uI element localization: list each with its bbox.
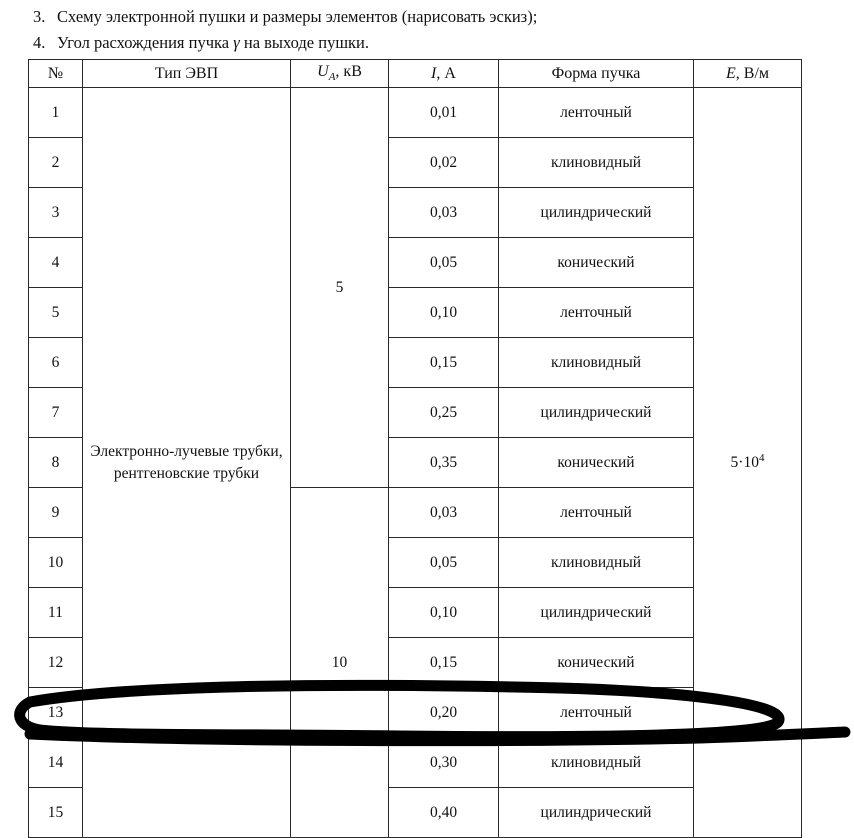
beam-form: ленточный <box>499 88 694 138</box>
ua-merged-cell-group1: 5 <box>291 88 389 488</box>
row-number: 5 <box>29 288 83 338</box>
row-number: 9 <box>29 488 83 538</box>
row-number: 3 <box>29 188 83 238</box>
current-value: 0,03 <box>389 488 499 538</box>
beam-form: конический <box>499 238 694 288</box>
gamma-symbol: γ <box>233 33 240 52</box>
intro-text-4-before: Угол расхождения пучка <box>57 33 234 52</box>
row-number: 7 <box>29 388 83 438</box>
beam-form: ленточный <box>499 288 694 338</box>
intro-text-3: Схему электронной пушки и размеры элементов (нарисовать эскиз); <box>57 7 538 26</box>
ua-merged-cell-group2: 10 <box>291 488 389 838</box>
col-header-type: Тип ЭВП <box>83 60 291 88</box>
current-value: 0,01 <box>389 88 499 138</box>
current-value: 0,10 <box>389 588 499 638</box>
col-header-e-symbol: E <box>725 64 736 82</box>
beam-form: цилиндрический <box>499 388 694 438</box>
beam-form: цилиндрический <box>499 188 694 238</box>
beam-form: клиновидный <box>499 738 694 788</box>
beam-form: клиновидный <box>499 138 694 188</box>
current-value: 0,03 <box>389 188 499 238</box>
current-value: 0,20 <box>389 688 499 738</box>
col-header-i <box>389 60 499 88</box>
row-number: 6 <box>29 338 83 388</box>
col-header-form: Форма пучка <box>499 60 694 88</box>
row-number: 15 <box>29 788 83 838</box>
beam-form: клиновидный <box>499 338 694 388</box>
row-number: 10 <box>29 538 83 588</box>
current-value: 0,10 <box>389 288 499 338</box>
intro-line-3 <box>0 4 854 30</box>
type-merged-cell: Электронно-лучевые трубки, рентгеновские трубки <box>83 88 291 838</box>
col-header-ua <box>291 60 389 88</box>
current-value: 0,02 <box>389 138 499 188</box>
beam-form: конический <box>499 438 694 488</box>
beam-form: ленточный <box>499 688 694 738</box>
beam-form: цилиндрический <box>499 588 694 638</box>
beam-form: конический <box>499 638 694 688</box>
intro-text-4-after: на выходе пушки. <box>239 33 370 52</box>
current-value: 0,30 <box>389 738 499 788</box>
intro-list <box>0 0 854 56</box>
e-value-base: 5·10 <box>730 454 759 472</box>
row-number: 4 <box>29 238 83 288</box>
row-number: 1 <box>29 88 83 138</box>
beam-form: ленточный <box>499 488 694 538</box>
spec-table-wrapper <box>28 59 801 838</box>
row-number: 2 <box>29 138 83 188</box>
e-value-exponent: 4 <box>758 452 765 465</box>
spec-table <box>28 59 802 838</box>
intro-line-4 <box>0 30 854 56</box>
table-header <box>29 60 802 88</box>
intro-number-3: 3. <box>33 7 46 26</box>
current-value: 0,05 <box>389 538 499 588</box>
current-value: 0,25 <box>389 388 499 438</box>
col-header-e <box>694 60 802 88</box>
current-value: 0,35 <box>389 438 499 488</box>
col-header-ua-symbol: U <box>317 63 329 81</box>
intro-number-4: 4. <box>33 33 46 52</box>
col-header-i-symbol: I <box>431 64 437 82</box>
row-number: 13 <box>29 688 83 738</box>
intro-text-4 <box>57 30 854 56</box>
col-header-e-unit: , В/м <box>735 64 770 82</box>
e-merged-cell <box>694 88 802 838</box>
current-value: 0,40 <box>389 788 499 838</box>
table-header-row <box>29 60 802 88</box>
current-value: 0,05 <box>389 238 499 288</box>
beam-form: клиновидный <box>499 538 694 588</box>
row-number: 14 <box>29 738 83 788</box>
col-header-no: № <box>29 60 83 88</box>
table-row <box>29 88 802 138</box>
beam-form: цилиндрический <box>499 788 694 838</box>
row-number: 8 <box>29 438 83 488</box>
table-body <box>29 88 802 838</box>
row-number: 12 <box>29 638 83 688</box>
current-value: 0,15 <box>389 338 499 388</box>
col-header-i-unit: , А <box>436 64 456 82</box>
col-header-ua-unit: , кВ <box>335 63 362 81</box>
row-number: 11 <box>29 588 83 638</box>
col-header-ua-subscript: A <box>328 71 336 84</box>
current-value: 0,15 <box>389 638 499 688</box>
